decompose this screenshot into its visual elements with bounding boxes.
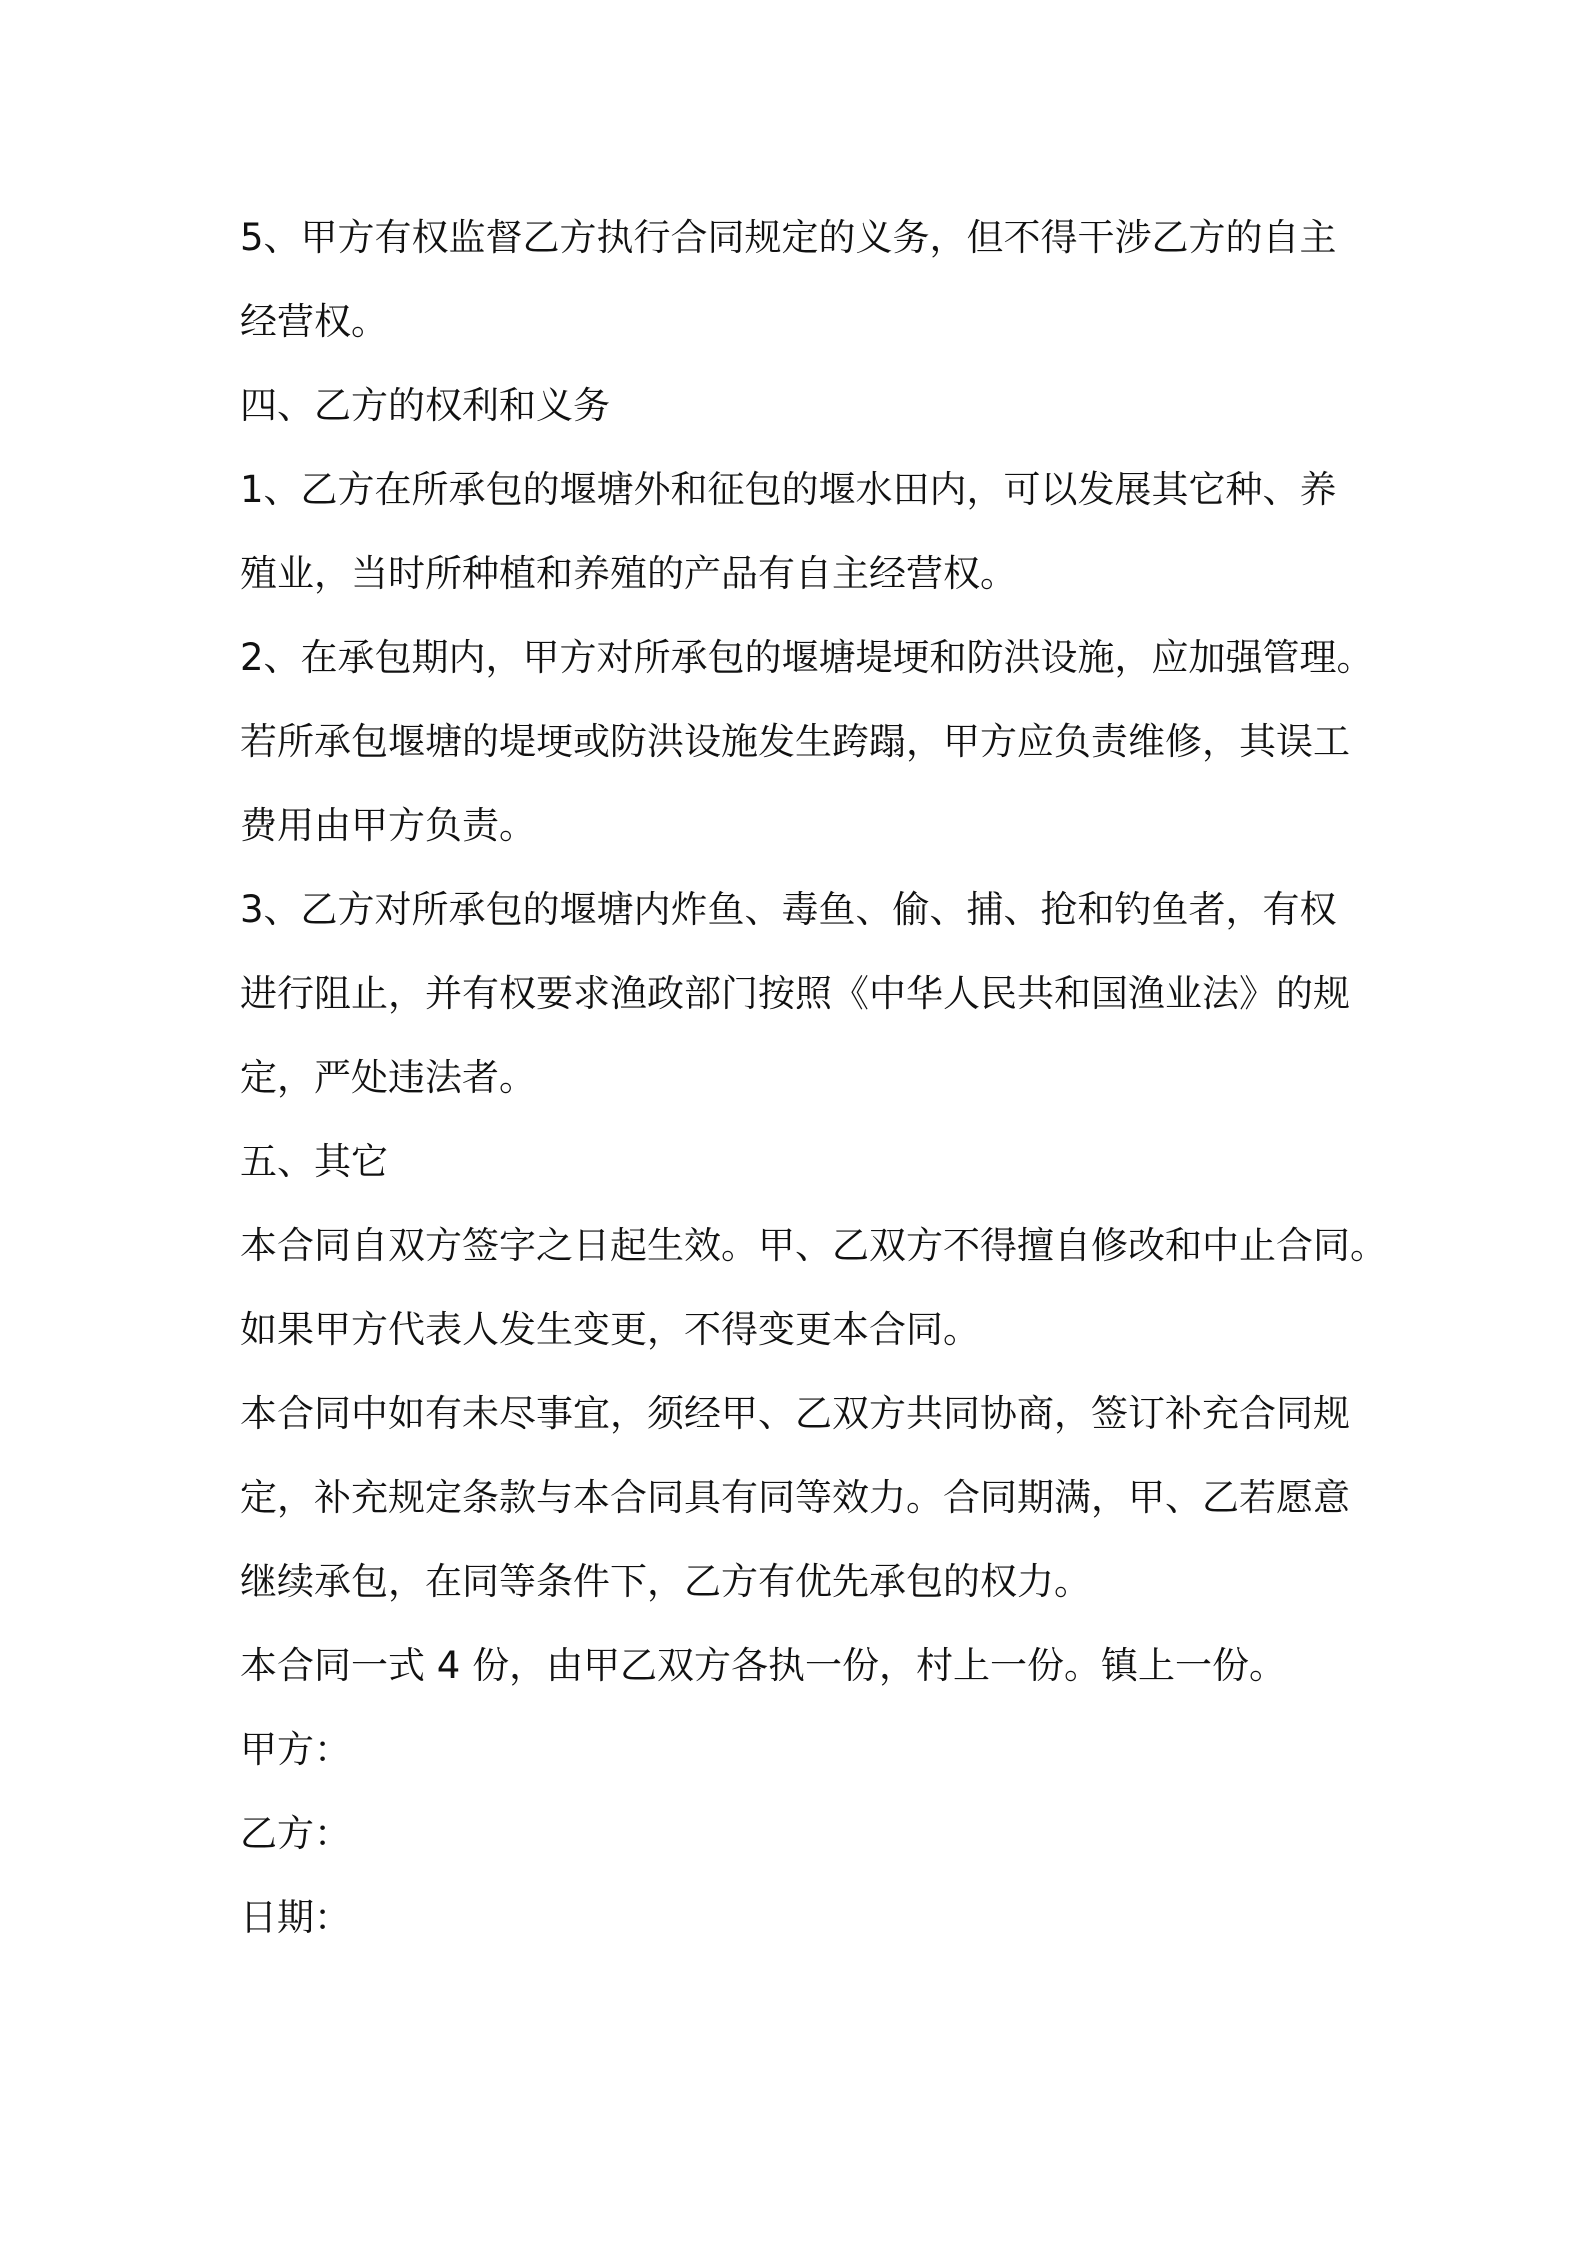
effective-clause-line-1: 本合同自双方签字之日起生效。甲、乙双方不得擅自修改和中止合同。 [240,1224,1387,1267]
clause-4-3-line-1: 3、乙方对所承包的堰塘内炸鱼、毒鱼、偷、捕、抢和钓鱼者，有权 [240,888,1337,931]
clause-4-1-line-2: 殖业，当时所种植和养殖的产品有自主经营权。 [240,552,1017,595]
effective-clause-line-2: 如果甲方代表人发生变更，不得变更本合同。 [240,1308,980,1351]
clause-4-1-line-1: 1、乙方在所承包的堰塘外和征包的堰水田内，可以发展其它种、养 [240,468,1337,511]
supplement-clause-line-1: 本合同中如有未尽事宜，须经甲、乙双方共同协商，签订补充合同规 [240,1392,1350,1435]
clause-4-3-line-3: 定，严处违法者。 [240,1056,536,1099]
party-a-signature-label: 甲方： [240,1728,351,1771]
clause-4-3-line-2: 进行阻止，并有权要求渔政部门按照《中华人民共和国渔业法》的规 [240,972,1350,1015]
supplement-clause-line-3: 继续承包，在同等条件下，乙方有优先承包的权力。 [240,1560,1091,1603]
document-body [240,196,1387,1960]
party-b-signature-label: 乙方： [240,1812,351,1855]
clause-4-2-line-3: 费用由甲方负责。 [240,804,536,847]
supplement-clause-line-2: 定，补充规定条款与本合同具有同等效力。合同期满，甲、乙若愿意 [240,1476,1350,1519]
clause-4-2-line-1: 2、在承包期内，甲方对所承包的堰塘堤埂和防洪设施，应加强管理。 [240,636,1374,679]
section-5-heading: 五、其它 [240,1140,388,1183]
clause-5-line-1: 5、甲方有权监督乙方执行合同规定的义务，但不得干涉乙方的自主 [240,216,1337,259]
clause-4-2-line-2: 若所承包堰塘的堤埂或防洪设施发生跨蹋，甲方应负责维修，其误工 [240,720,1350,763]
date-label: 日期： [240,1896,351,1939]
clause-5-line-2: 经营权。 [240,300,388,343]
copies-clause: 本合同一式 4 份，由甲乙双方各执一份，村上一份。镇上一份。 [240,1644,1287,1687]
section-4-heading: 四、乙方的权利和义务 [240,384,610,427]
